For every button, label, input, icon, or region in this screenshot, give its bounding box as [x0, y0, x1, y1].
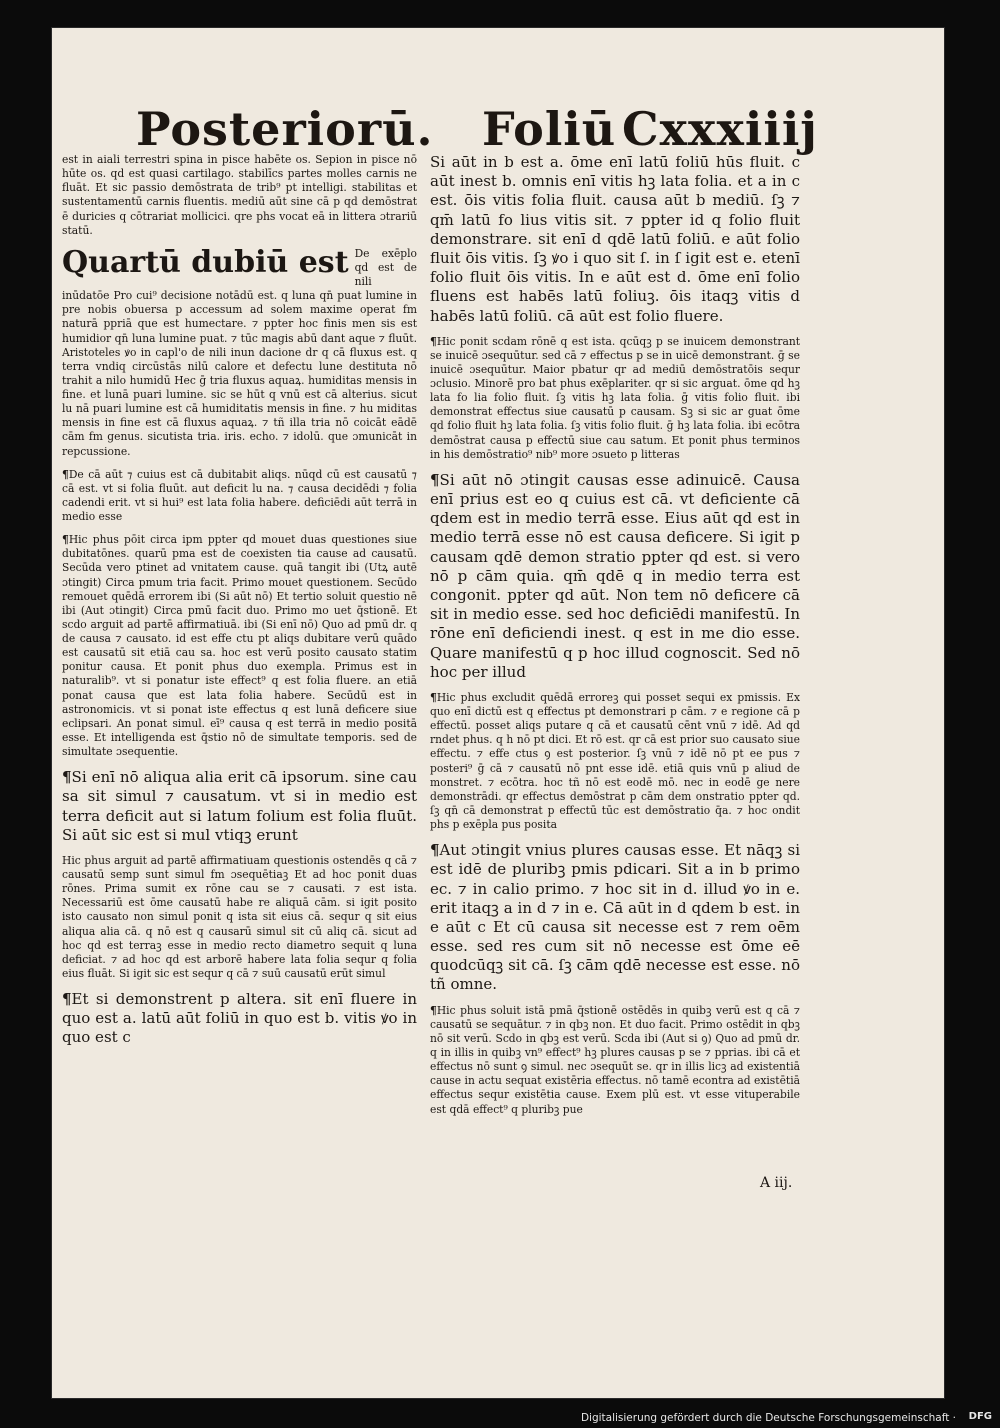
paragraph-text: Hic ponit scdam rōnē q est ista. qcūqꝫ p se inuicem demonstrant se inuicē ɔsequūtur. sed cā ⁊ effectus p se in uicē demonstrant. ḡ se inuicē ɔsequūtur. Maior pbatur qr ad mediū demōstratōis sequr ɔclusio. Minorē pro bat phus exēplariter. qr si sic arguat. ōme qd hꝫ lata fo lia folio fluit. ſꝫ vitis hꝫ lata folia. ḡ vitis folio fluit. ibi demonstrat effectus siue causatū p causam. Sꝫ si sic ar guat ōme qd folio fluit hꝫ lata folia. ſꝫ vitis folio fluit. ḡ hꝫ lata folia. ibi ecōtra demōstrat causa p effectū siue cau satum. Et ponit phus terminos in his demōstratio⁹ nib⁹ more ɔsueto p litteras [430, 334, 800, 461]
left-column [62, 153, 417, 1057]
pilcrow-mark: ¶ [62, 990, 72, 1008]
paragraph-text: Hic phus pōit circa ipm ppter qd mouet duas questiones siue dubitatōnes. quarū pma est de coexisten tia cause ad causatū. Secūda vero ptinet ad vnitatem cause. quā tangit ibi (Utꝝ autē ɔtingit) Circa pmum tria facit. Primo mouet questionem. Secūdo remouet quēdā errorem ibi (Si aūt nō) Et tertio soluit questio nē ibi (Aut ɔtingit) Circa pmū facit duo. Primo mo uet q̄stionē. Et scdo arguit ad partē affirmatiuā. ibi (Si enī nō) Quo ad pmū dr. q de causa ⁊ causato. id est effe ctu pt aliqs dubitare verū quādo est causatū sit etiā cau sa. hoc est verū posito causato statim ponitur causa. Et ponit phus duo exempla. Primus est in naturalib⁹. vt si ponatur iste effect⁹ q est folia fluere. an etiā ponat causa que est lata folia habere. Secūdū est in astronomicis. vt si ponat iste effectus q est lunā deficere siue eclipsari. An ponat simul. eī⁹ causa q est terrā in medio positā esse. Et intelligenda est q̄stio nō de simultate temporis. sed de simultate ɔsequentie. [62, 533, 417, 758]
running-head-folio: Foliū [482, 102, 617, 156]
paragraph [430, 691, 800, 832]
paragraph-text: Si enī nō aliqua alia erit cā ipsorum. sine cau sa sit simul ⁊ causatum. vt si in medio est terra deficit aut si latum folium est folia fluūt. Si aūt sic est si mul vtiqꝫ erunt [62, 768, 417, 844]
paragraph [62, 854, 417, 981]
paragraph-text: Hic phus arguit ad partē affirmatiuam questionis ostendēs q cā ⁊ causatū semp sunt simul fm ɔsequētiaꝫ Et ad hoc ponit duas rōnes. Prima sumit ex rōne cau se ⁊ causati. ⁊ est ista. Necessariū est ōme causatū habe re aliquā cām. si igit posito isto causato non simul ponit q ista sit eius cā. sequr q sit eius aliqua alia cā. q nō est q causarū simul sit cū aliq cā. sicut ad hoc qd est terraꝫ esse in medio recto diametro sequit q luna deficiat. ⁊ ad hoc qd est arborē habere lata folia sequr q folia eius fluāt. Si igit sic est sequr q cā ⁊ suū causatū erūt simul [62, 853, 417, 980]
paragraph [430, 471, 800, 682]
paragraph-text: De exēplo qd est de nili inūdatōe Pro cui⁹ decisione notādū est. q luna qn̄ puat lumine in pre nobis obuersa p accessum ad solem maxime operat fm naturā ppriā que est humectare. ⁊ ppter hoc finis men sis est humidior qn̄ luna lumine puat. ⁊ tūc magis abū dant aque ⁊ fluūt. Aristoteles ꝟo in capl'o de nili inun dacione dr q cā fluxus est. q terra vndiq circūstās nilū calore et defectu lune destituta nō trahit a nilo humidū Hec ḡ tria fluxus aquaꝝ. humiditas mensis in fine. et lunā puari lumine. sic se hūt q vnū est cā alterius. sicut lu nā puari lumine est cā humiditatis mensis in fine. ⁊ hu miditas mensis in fine est cā fluxus aquaꝝ. ⁊ tñ illa tria nō coicāt eādē cām fm genus. sicutista tria. iris. echo. ⁊ idolū. que ɔmunicāt in repcussione. [62, 246, 417, 458]
paragraph [62, 768, 417, 845]
paragraph-text: Hic phus soluit istā pmā q̄stionē ostēdēs in quibꝫ verū est q cā ⁊ causatū se sequātur. ⁊ in qbꝫ non. Et duo facit. Primo ostēdit in qbꝫ nō sit verū. Scdo in qbꝫ est verū. Scda ibi (Aut si ꝯ) Quo ad pmū dr. q in illis in quibꝫ vn⁹ effect⁹ hꝫ plures causas p se ⁊ pprias. ibi cā et effectus nō sunt ꝯ simul. nec ɔsequūt se. qr in illis licꝫ ad existentiā cause in actu sequat existēria effectus. nō tamē econtra ad existētiā effectus sequr existētia cause. Exem plū est. vt esse vituperabile est qdā effect⁹ q pluribꝫ pue [430, 1003, 800, 1116]
paragraph [62, 990, 417, 1048]
pilcrow-mark: ¶ [430, 841, 440, 860]
paragraph [430, 153, 800, 326]
paragraph [430, 841, 800, 995]
book-page [52, 28, 944, 1398]
paragraph-text: Si aūt nō ɔtingit causas esse adinuicē. Causa enī prius est eo q cuius est cā. vt deficiente cā qdem est in medio terrā esse. Eius aūt qd est in medio terrā esse nō est causa deficere. Si igit p causam qdē demon stratio ppter qd est. si vero nō p cām quia. qm̄ qdē q in medio terra est congonit. ppter qd aūt. Non tem nō deficere cā sit in medio esse. sed hoc deficiēdi manifestū. In rōne enī deficiendi inest. q est in me dio esse. Quare manifestū q p hoc illud cognoscit. Sed nō hoc per illud [430, 470, 800, 681]
pilcrow-mark: ¶ [62, 768, 72, 787]
pilcrow-mark: ¶ [430, 690, 437, 704]
pilcrow-mark: ¶ [430, 1003, 437, 1017]
pilcrow-mark: ¶ [430, 470, 440, 489]
paragraph-text: Hic phus excludit quēdā erroreꝫ qui posset sequi ex pmissis. Ex quo enī dictū est q effectus pt demonstrari p cām. ⁊ e regione cā p effectū. posset aliqs putare q cā et causatū cēnt vnū ⁊ idē. Ad qd rndet phus. q h nō pt dici. Et rō est. qr cā est prior suo causato siue effectu. ⁊ effe ctus ꝯ est posterior. ſꝫ vnū ⁊ idē nō pt ee pus ⁊ posteri⁹ ḡ cā ⁊ causatū nō pnt esse idē. etiā quis vnū p aliud de monstret. ⁊ ecōtra. hoc tñ nō est eodē mō. nec in eodē ge nere demonstrādi. qr effectus demōstrat p cām dem onstratio ppter qd. ſꝫ qn̄ cā demonstrat p effectū tūc est demōstratio q̄a. ⁊ hoc ondit phs p exēpla pus posita [430, 690, 800, 831]
paragraph [430, 1004, 800, 1117]
dfg-logo: DFG [968, 1411, 992, 1422]
paragraph-text: est in aiali terrestri spina in pisce habēte os. Sepion in pisce nō hūte os. qd est quasi cartilago. stabilīcs partes molles carnis ne fluāt. Et sic passio demōstrata de trib⁹ pt intelligi. stabilitas et sustentamentū carnis fluentis. mediū aūt sine cā p qd demōstrat ē duricies q cōtrariat mollicici. qre phs vocat eā in littera ɔtrariū statū. [62, 153, 417, 237]
signature-mark: A iij. [760, 1175, 793, 1191]
funding-credit: Digitalisierung gefördert durch die Deutsche Forschungsgemeinschaft · [580, 1412, 956, 1424]
pilcrow-mark: ¶ [62, 467, 69, 481]
decorated-initial: Quartū dubiū est [62, 244, 349, 280]
running-head-left: Posteriorū. [136, 102, 434, 156]
paragraph [62, 244, 417, 459]
paragraph-text: De cā aūt ⁊ cuius est cā dubitabit aliqs. nūqd cū est causatū ⁊ cā est. vt si folia fluūt. aut deficit lu na. ⁊ causa decidēdi ⁊ folia cadendi erit. vt si hui⁹ est lata folia habere. deficiēdi aūt terrā in medio esse [62, 467, 417, 523]
paragraph [430, 335, 800, 462]
paragraph [62, 468, 417, 525]
paragraph-text: Si aūt in b est a. ōme enī latū foliū hūs fluit. c aūt inest b. omnis enī vitis hꝫ lata folia. et a in c est. ōis vitis folia fluit. causa aūt b mediū. ſꝫ ⁊ qm̄ latū fo lius vitis sit. ⁊ ppter id q folio fluit demonstrare. sit enī d qdē latū foliū. e aūt folio fluit ōis vitis. ſꝫ ꝟo i quo sit ſ. in ſ igit est e. etenī folio fluit ōis vitis. In e aūt est d. ōme enī folio fluens est habēs latū foliuꝫ. ōis itaqꝫ vitis d habēs latū foliū. cā aūt est folio fluere. [430, 153, 800, 325]
folio-number: Cxxxiiij [622, 102, 818, 156]
paragraph [62, 533, 417, 759]
paragraph-text: Et si demonstrent p altera. sit enī fluere in quo est a. latū aūt foliū in quo est b. vitis ꝟo in quo est c [62, 990, 417, 1047]
pilcrow-mark: ¶ [62, 533, 69, 547]
paragraph-text: Aut ɔtingit vnius plures causas esse. Et nāqꝫ si est idē de pluribꝫ pmis pdicari. Sit a in b primo ec. ⁊ in calio primo. ⁊ hoc sit in d. illud ꝟo in e. erit itaqꝫ a in d ⁊ in e. Cā aūt in d qdem b est. in e aūt c Et cū causa sit necesse est ⁊ rem oēm esse. sed res cum sit nō necesse est ōme eē quodcūqꝫ sit cā. ſꝫ cām qdē necesse est esse. nō tñ omne. [430, 841, 800, 994]
right-column [430, 153, 800, 1126]
pilcrow-mark: ¶ [430, 334, 437, 348]
paragraph [62, 153, 417, 238]
